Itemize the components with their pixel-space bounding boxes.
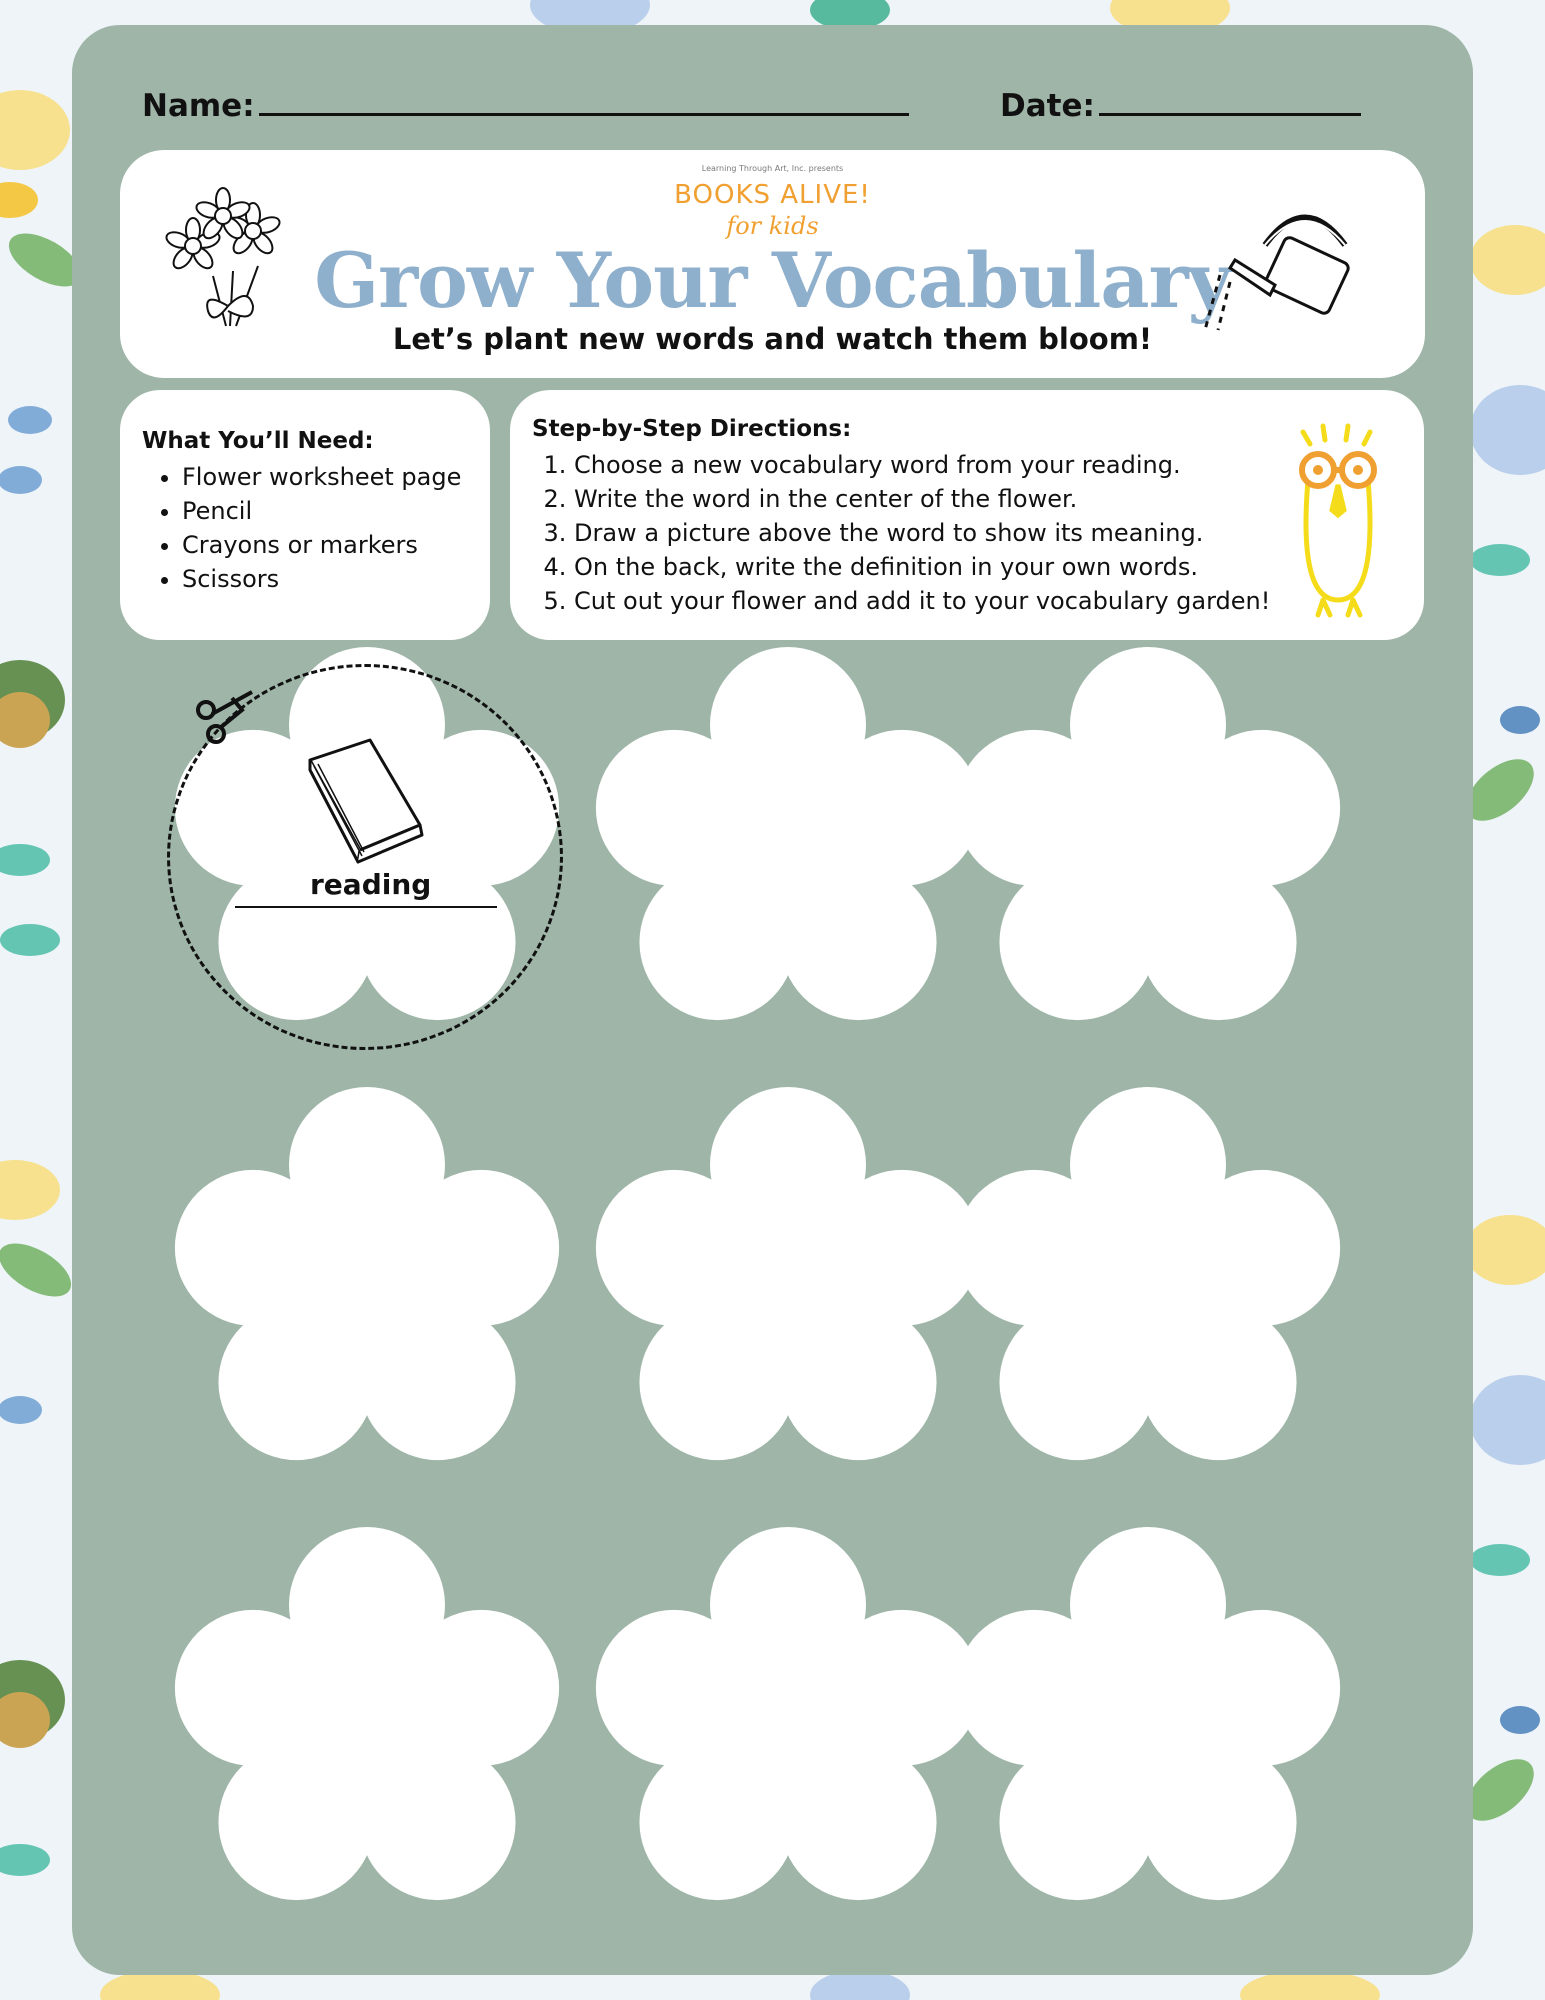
flower-cutout[interactable] [956, 1527, 1340, 1900]
logo-tagline: Learning Through Art, Inc. presents [701, 164, 844, 173]
flower-cutout[interactable] [175, 1527, 559, 1900]
list-item: • Scissors [182, 562, 461, 596]
flower-cutout[interactable] [175, 1087, 559, 1460]
page-subtitle: Let’s plant new words and watch them bloom! [392, 322, 1153, 356]
list-item: 5. Cut out your flower and add it to your vocabulary garden! [574, 584, 1270, 618]
list-item: • Flower worksheet page [182, 460, 461, 494]
word-line [235, 906, 497, 908]
list-item: 4. On the back, write the definition in your own words. [574, 550, 1270, 584]
list-item: 2. Write the word in the center of the flower. [574, 482, 1270, 516]
flower-cutout[interactable] [956, 647, 1340, 1020]
logo-subtitle: for kids [726, 212, 819, 240]
list-item: • Pencil [182, 494, 461, 528]
page-title: Grow Your Vocabulary [314, 236, 1231, 325]
list-item: • Crayons or markers [182, 528, 461, 562]
book-icon [300, 730, 430, 870]
flower-cutout[interactable] [596, 1087, 980, 1460]
date-label: Date: [1000, 88, 1095, 124]
scissors-icon [192, 690, 262, 750]
supplies-title: What You’ll Need: [142, 428, 374, 454]
flower-cutout[interactable] [596, 647, 980, 1020]
flower-cutout[interactable] [596, 1527, 980, 1900]
logo-title: BOOKS ALIVE! [674, 180, 871, 210]
name-label: Name: [142, 88, 255, 124]
example-vocabulary-word: reading [310, 868, 432, 901]
flower-cutout[interactable] [956, 1087, 1340, 1460]
list-item: 1. Choose a new vocabulary word from your reading. [574, 448, 1270, 482]
list-item: 3. Draw a picture above the word to show its meaning. [574, 516, 1270, 550]
directions-title: Step-by-Step Directions: [532, 416, 852, 442]
